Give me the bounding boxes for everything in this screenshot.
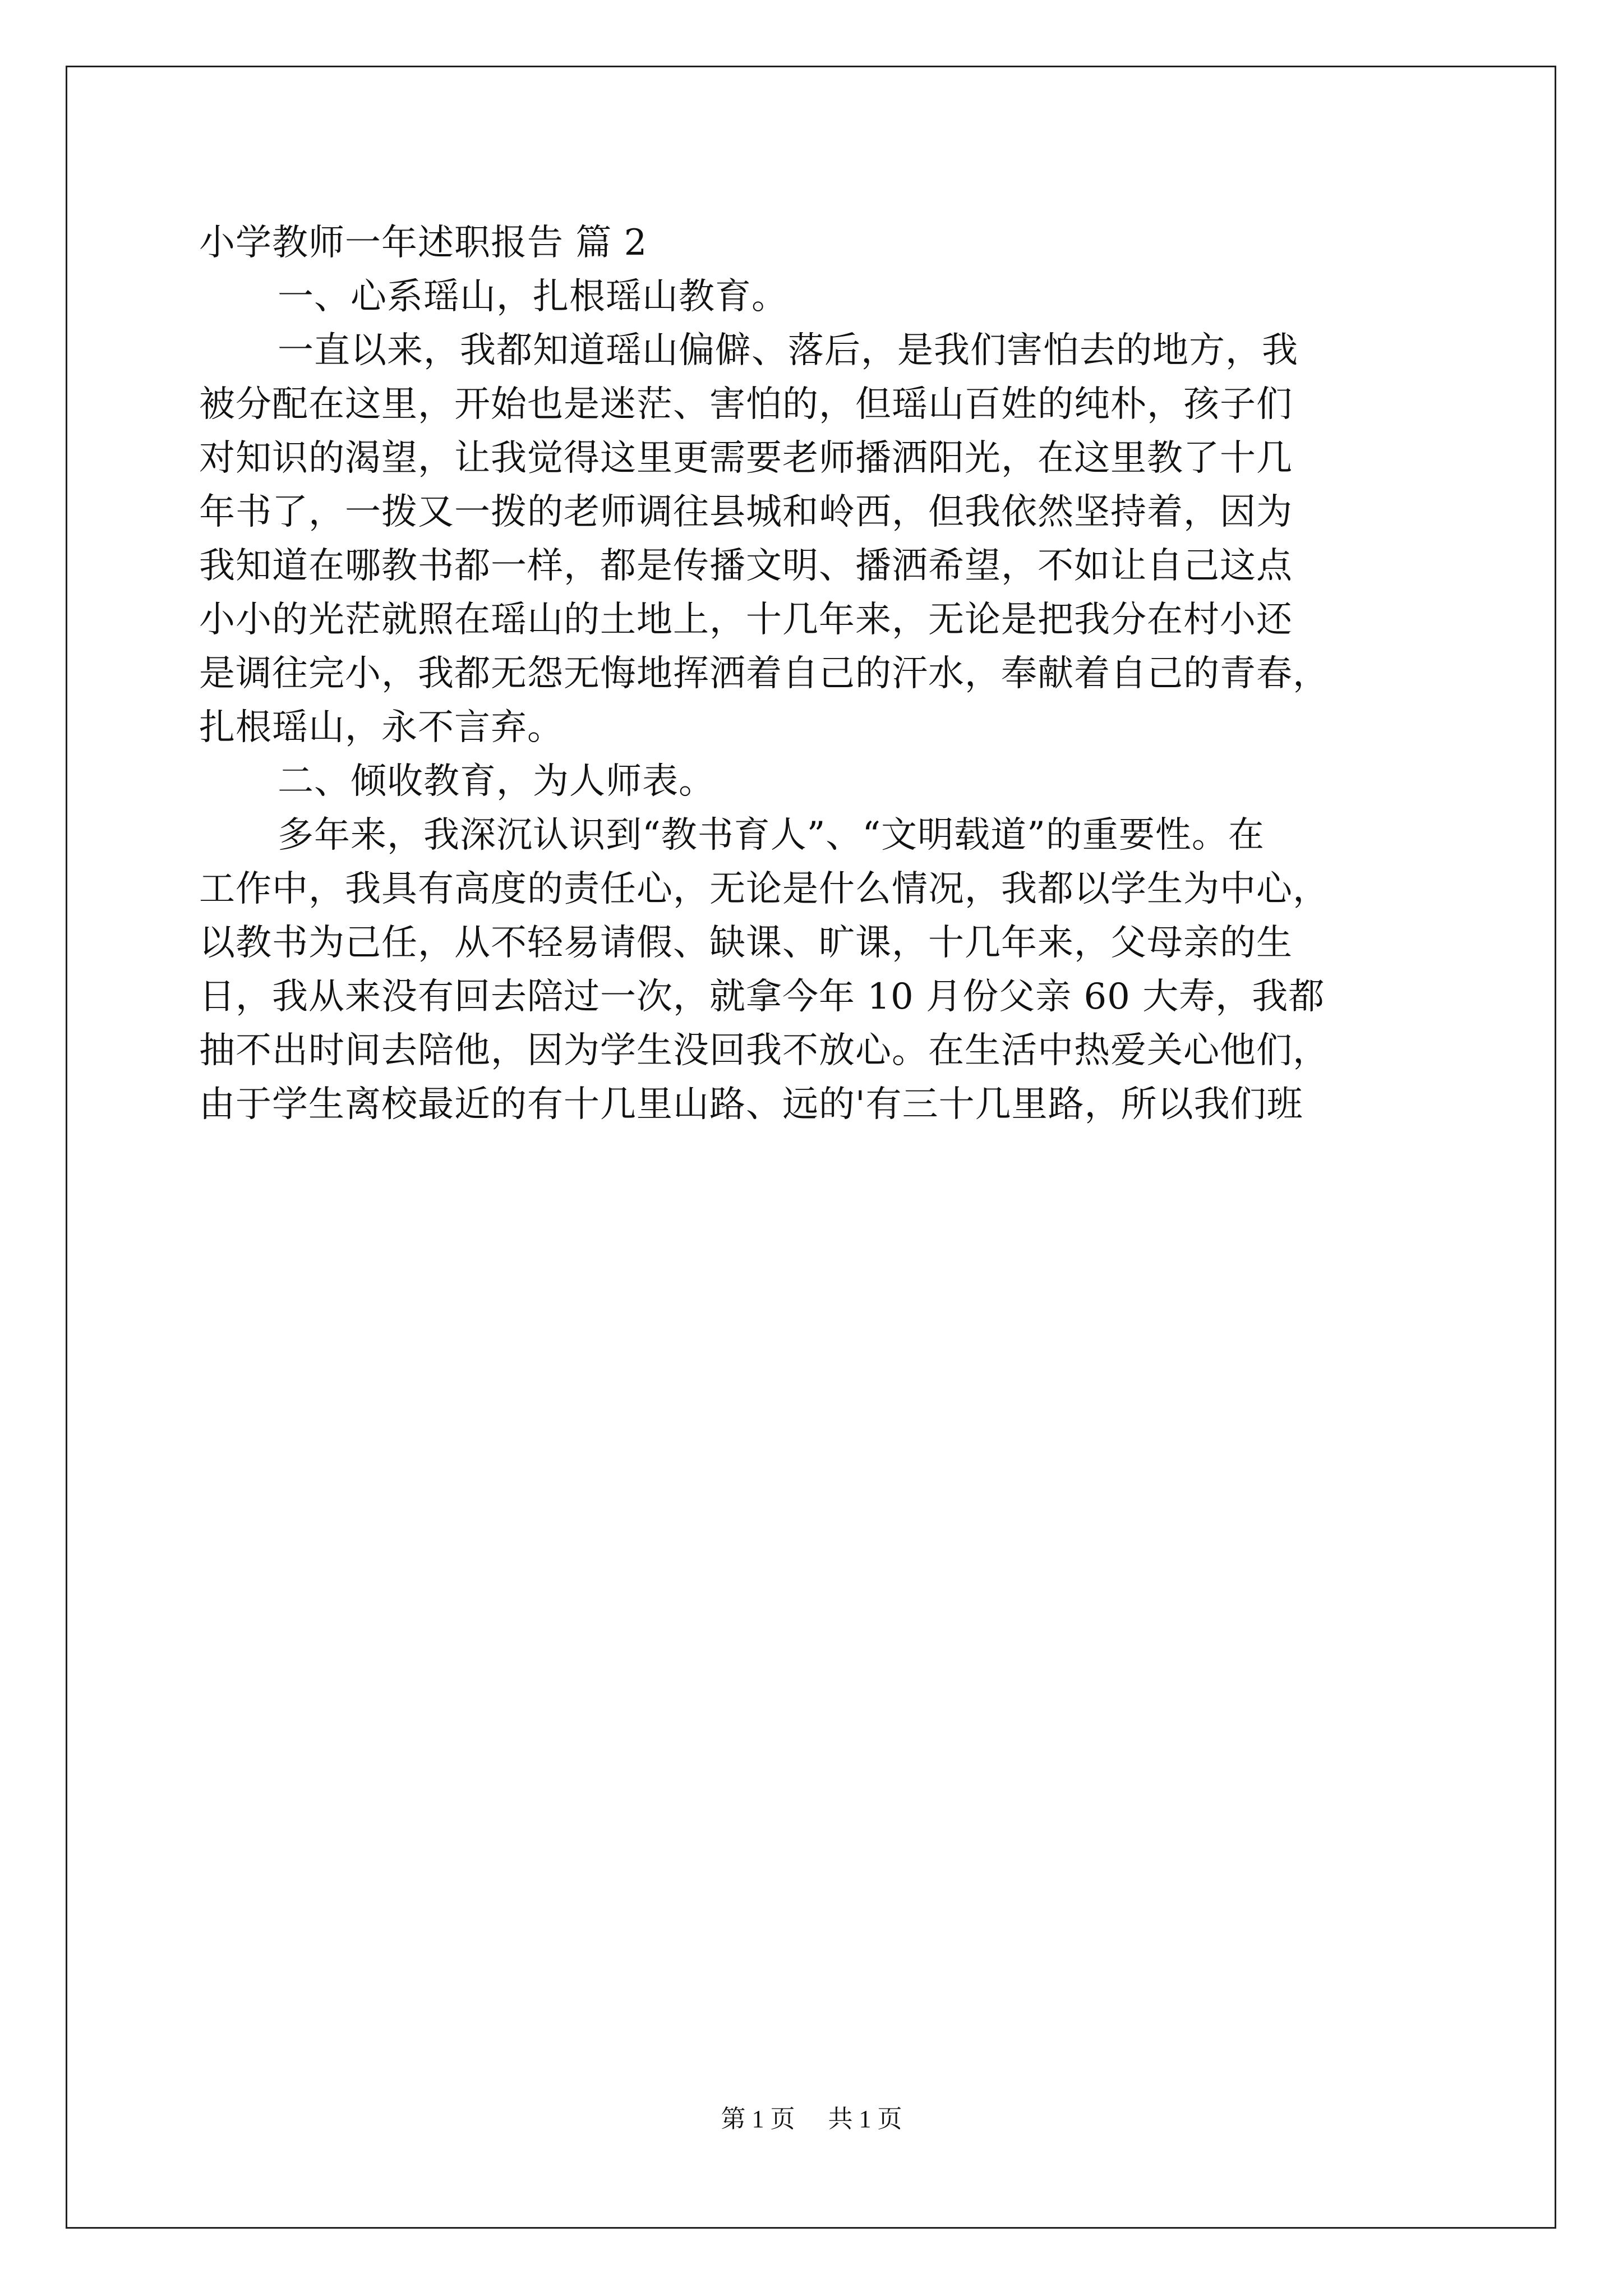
paragraph-line: 多年来，我深沉认识到“教书育人”、“文明载道”的重要性。在 [278,815,1265,856]
page-number: 第 1 页 [721,2105,795,2133]
paragraph-line: 工作中，我具有高度的责任心，无论是什么情况，我都以学生为中心， [199,868,1329,910]
paragraph-line: 年书了，一拨又一拨的老师调往县城和岭西，但我依然坚持着，因为 [199,491,1293,533]
page-footer [0,2102,1623,2136]
paragraph-line: 小小的光茫就照在瑶山的土地上，十几年来，无论是把我分在村小还 [199,599,1293,641]
paragraph-line: 是调往完小，我都无怨无悔地挥洒着自己的汗水，奉献着自己的青春， [199,653,1329,694]
paragraph-line: 抽不出时间去陪他，因为学生没回我不放心。在生活中热爱关心他们， [199,1030,1329,1071]
paragraph-line: 被分配在这里，开始也是迷茫、害怕的，但瑶山百姓的纯朴，孩子们 [199,384,1293,425]
paragraph-line: 以教书为己任，从不轻易请假、缺课、旷课，十几年来，父母亲的生 [199,922,1293,964]
paragraph-line: 扎根瑶山，永不言弃。 [199,707,564,748]
page-total: 共 1 页 [828,2105,902,2133]
section-heading-1: 一、心系瑶山，扎根瑶山教育。 [278,276,788,318]
document-title: 小学教师一年述职报告 篇 2 [199,222,648,264]
paragraph-line: 由于学生离校最近的有十几里山路、远的'有三十几里路，所以我们班 [199,1084,1303,1125]
paragraph-line: 我知道在哪教书都一样，都是传播文明、播洒希望，不如让自己这点 [199,545,1293,587]
paragraph-line: 对知识的渴望，让我觉得这里更需要老师播洒阳光，在这里教了十几 [199,438,1293,479]
paragraph-line: 日，我从来没有回去陪过一次，就拿今年 10 月份父亲 60 大寿，我都 [199,976,1325,1018]
document-body [199,216,1427,1131]
paragraph-line: 一直以来，我都知道瑶山偏僻、落后，是我们害怕去的地方，我 [278,330,1298,371]
section-heading-2: 二、倾收教育，为人师表。 [278,761,715,802]
